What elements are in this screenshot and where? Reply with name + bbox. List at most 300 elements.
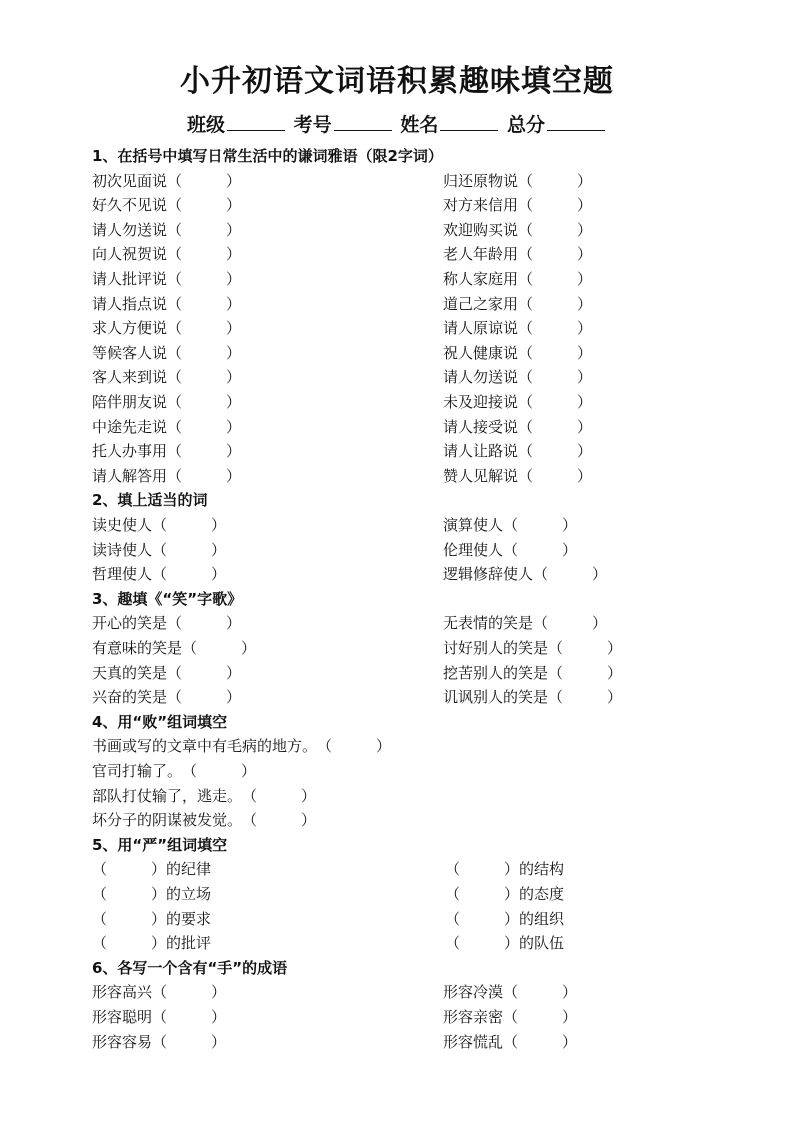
question-row <box>0 685 794 709</box>
paren-open: （ <box>242 811 258 830</box>
paren-close: ） <box>577 196 593 215</box>
prompt-text: 的态度 <box>519 885 565 903</box>
question-row <box>0 267 794 291</box>
paren-close: ） <box>151 909 167 928</box>
right-item <box>443 1030 577 1054</box>
paren-close: ） <box>226 319 242 338</box>
prompt-text: 形容冷漠 <box>443 983 504 1002</box>
left-item <box>92 562 226 586</box>
paren-close: ） <box>562 540 578 559</box>
question-row <box>0 341 794 365</box>
answer-paren[interactable] <box>518 193 592 217</box>
answer-paren[interactable] <box>518 464 592 488</box>
paren-close: ） <box>577 393 593 411</box>
answer-paren[interactable] <box>92 857 166 881</box>
answer-paren[interactable] <box>167 390 241 414</box>
answer-paren[interactable] <box>167 439 241 463</box>
prompt-text: 的立场 <box>166 885 212 903</box>
paren-open: （ <box>548 639 564 657</box>
question-row <box>0 931 794 955</box>
left-item <box>92 931 211 955</box>
paren-close: ） <box>577 245 593 264</box>
prompt-text: 的组织 <box>519 909 565 928</box>
answer-paren[interactable] <box>167 267 241 291</box>
paren-close: ） <box>226 393 242 411</box>
prompt-text: 陪伴朋友说 <box>92 393 168 411</box>
answer-paren[interactable] <box>152 980 226 1004</box>
prompt-text: 请人接受说 <box>443 417 519 436</box>
paren-close: ） <box>562 983 578 1002</box>
left-item <box>92 439 241 463</box>
paren-close: ） <box>226 466 242 485</box>
page-title: 小升初语文词语积累趣味填空题 <box>180 64 614 99</box>
answer-paren[interactable] <box>503 538 577 562</box>
right-item <box>443 415 592 439</box>
left-item <box>92 980 226 1004</box>
prompt-text: 请人让路说 <box>443 442 519 461</box>
paren-close: ） <box>376 737 392 756</box>
paren-close: ） <box>577 368 593 387</box>
left-item <box>92 1005 226 1029</box>
right-item <box>443 980 577 1004</box>
paren-open: （ <box>503 516 519 534</box>
paren-open: （ <box>518 294 534 313</box>
prompt-text: 好久不见说 <box>92 196 168 215</box>
field-exam-no-label: 考号 <box>293 114 332 136</box>
right-item <box>443 242 592 266</box>
right-item <box>443 439 592 463</box>
answer-paren[interactable] <box>167 242 241 266</box>
paren-open: （ <box>167 245 183 264</box>
paren-open: （ <box>92 909 108 928</box>
left-item <box>92 365 241 389</box>
paren-open: （ <box>445 909 461 928</box>
left-item <box>92 169 241 193</box>
right-item <box>443 562 607 586</box>
paren-open: （ <box>167 220 183 239</box>
prompt-text: 老人年龄用 <box>443 245 519 264</box>
right-item <box>443 292 592 316</box>
paren-close: ） <box>211 1032 227 1051</box>
prompt-text: 讨好别人的笑是 <box>443 639 549 657</box>
prompt-text: 官司打输了。 <box>92 762 183 780</box>
answer-paren[interactable] <box>242 784 316 808</box>
paren-open: （ <box>445 934 461 953</box>
prompt-text: 请人勿送说 <box>443 368 519 387</box>
paren-close: ） <box>211 516 227 534</box>
answer-paren[interactable] <box>548 636 622 660</box>
prompt-text: 欢迎购买说 <box>443 220 519 239</box>
paren-open: （ <box>503 1032 519 1051</box>
prompt-text: 形容容易 <box>92 1032 153 1051</box>
paren-open: （ <box>167 196 183 215</box>
left-item <box>92 636 256 660</box>
answer-paren[interactable] <box>503 1005 577 1029</box>
answer-paren[interactable] <box>503 980 577 1004</box>
answer-paren[interactable] <box>548 661 622 685</box>
answer-paren[interactable] <box>445 907 519 931</box>
question-row <box>0 857 794 881</box>
paren-open: （ <box>518 319 534 338</box>
answer-paren[interactable] <box>182 759 256 783</box>
left-item <box>92 882 211 906</box>
paren-open: （ <box>518 368 534 387</box>
section-heading: 2、填上适当的词 <box>92 491 208 510</box>
paren-close: ） <box>562 1032 578 1051</box>
question-row <box>0 661 794 685</box>
prompt-text: 兴奋的笑是 <box>92 688 168 707</box>
paren-close: ） <box>577 294 593 313</box>
answer-paren[interactable] <box>152 562 226 586</box>
paren-open: （ <box>167 663 183 682</box>
answer-paren[interactable] <box>518 439 592 463</box>
answer-paren[interactable] <box>518 341 592 365</box>
paren-close: ） <box>577 270 593 288</box>
prompt-text: 赞人见解说 <box>443 466 519 485</box>
paren-open: （ <box>503 1008 519 1026</box>
question-row <box>0 882 794 906</box>
left-item <box>92 341 241 365</box>
paren-close: ） <box>226 171 242 190</box>
right-item <box>443 365 592 389</box>
right-item <box>445 931 564 955</box>
fill-line <box>92 734 391 758</box>
answer-paren[interactable] <box>167 316 241 340</box>
prompt-text: 求人方便说 <box>92 319 168 338</box>
answer-paren[interactable] <box>167 661 241 685</box>
paren-open: （ <box>167 294 183 313</box>
answer-paren[interactable] <box>152 513 226 537</box>
paren-close: ） <box>226 196 242 215</box>
paren-open: （ <box>503 983 519 1002</box>
prompt-text: 的队伍 <box>519 934 565 953</box>
answer-paren[interactable] <box>167 611 241 635</box>
right-item <box>443 316 592 340</box>
prompt-text: 形容慌乱 <box>443 1032 504 1051</box>
left-item <box>92 857 211 881</box>
right-item <box>443 267 592 291</box>
answer-paren[interactable] <box>152 1005 226 1029</box>
paren-close: ） <box>211 1008 227 1026</box>
prompt-text: 读诗使人 <box>92 540 153 559</box>
paren-open: （ <box>167 270 183 288</box>
fill-line <box>92 784 316 808</box>
field-exam-no-blank[interactable] <box>334 112 392 131</box>
paren-close: ） <box>241 762 257 780</box>
prompt-text: 称人家庭用 <box>443 270 519 288</box>
paren-open: （ <box>167 343 183 362</box>
prompt-text: 有意味的笑是 <box>92 639 183 657</box>
question-row <box>0 611 794 635</box>
prompt-text: 讥讽别人的笑是 <box>443 688 549 707</box>
paren-open: （ <box>167 319 183 338</box>
left-item <box>92 661 241 685</box>
prompt-text: 无表情的笑是 <box>443 614 534 633</box>
answer-paren[interactable] <box>182 636 256 660</box>
paren-close: ） <box>504 909 520 928</box>
paren-open: （ <box>167 393 183 411</box>
left-item <box>92 218 241 242</box>
paren-open: （ <box>518 466 534 485</box>
answer-paren[interactable] <box>317 734 391 758</box>
prompt-text: 请人原谅说 <box>443 319 519 338</box>
question-row <box>0 415 794 439</box>
prompt-text: 归还原物说 <box>443 171 519 190</box>
answer-paren[interactable] <box>167 464 241 488</box>
prompt-text: 客人来到说 <box>92 368 168 387</box>
paren-open: （ <box>167 466 183 485</box>
left-item <box>92 390 241 414</box>
left-item <box>92 611 241 635</box>
left-item <box>92 193 241 217</box>
prompt-text: 向人祝贺说 <box>92 245 168 264</box>
right-item <box>443 169 592 193</box>
answer-paren[interactable] <box>445 931 519 955</box>
answer-paren[interactable] <box>518 169 592 193</box>
prompt-text: 祝人健康说 <box>443 343 519 362</box>
paren-open: （ <box>167 171 183 190</box>
prompt-text: 形容聪明 <box>92 1008 153 1026</box>
answer-paren[interactable] <box>445 882 519 906</box>
answer-paren[interactable] <box>548 685 622 709</box>
answer-paren[interactable] <box>518 292 592 316</box>
answer-paren[interactable] <box>533 611 607 635</box>
paren-close: ） <box>226 294 242 313</box>
right-item <box>445 882 564 906</box>
prompt-text: 的结构 <box>519 860 565 879</box>
right-item <box>443 513 577 537</box>
paren-open: （ <box>152 540 168 559</box>
paren-open: （ <box>518 442 534 461</box>
question-row <box>0 562 794 586</box>
prompt-text: 中途先走说 <box>92 417 168 436</box>
paren-open: （ <box>152 516 168 534</box>
prompt-text: 坏分子的阴谋被发觉。 <box>92 811 243 830</box>
answer-paren[interactable] <box>518 242 592 266</box>
right-item <box>443 390 592 414</box>
answer-paren[interactable] <box>503 513 577 537</box>
field-class-blank[interactable] <box>227 112 285 131</box>
paren-open: （ <box>167 368 183 387</box>
paren-close: ） <box>226 220 242 239</box>
paren-close: ） <box>607 688 623 707</box>
paren-open: （ <box>92 934 108 953</box>
section-heading: 4、用“败”组词填空 <box>92 712 228 731</box>
paren-open: （ <box>548 663 564 682</box>
section-heading: 3、趣填《“笑”字歌》 <box>92 589 243 608</box>
prompt-text: 逻辑修辞使人 <box>443 565 534 584</box>
paren-close: ） <box>592 614 608 633</box>
right-item <box>443 341 592 365</box>
prompt-text: 挖苦别人的笑是 <box>443 663 549 682</box>
left-item <box>92 415 241 439</box>
answer-paren[interactable] <box>518 365 592 389</box>
answer-paren[interactable] <box>533 562 607 586</box>
paren-close: ） <box>562 1008 578 1026</box>
paren-close: ） <box>226 688 242 707</box>
prompt-text: 请人指点说 <box>92 294 168 313</box>
paren-open: （ <box>548 688 564 707</box>
paren-close: ） <box>607 663 623 682</box>
answer-paren[interactable] <box>167 292 241 316</box>
paren-open: （ <box>503 540 519 559</box>
answer-paren[interactable] <box>518 316 592 340</box>
paren-open: （ <box>445 860 461 879</box>
prompt-text: 道己之家用 <box>443 294 519 313</box>
field-score-label: 总分 <box>506 114 545 136</box>
question-row <box>0 980 794 1004</box>
left-item <box>92 907 211 931</box>
question-row <box>0 242 794 266</box>
answer-paren[interactable] <box>167 169 241 193</box>
question-row <box>0 464 794 488</box>
paren-close: ） <box>226 442 242 461</box>
paren-open: （ <box>167 417 183 436</box>
prompt-text: 形容亲密 <box>443 1008 504 1026</box>
paren-close: ） <box>226 270 242 288</box>
prompt-text: 哲理使人 <box>92 565 153 584</box>
right-item <box>443 636 622 660</box>
paren-open: （ <box>518 270 534 288</box>
paren-close: ） <box>151 934 167 953</box>
right-item <box>443 685 622 709</box>
paren-close: ） <box>226 663 242 682</box>
answer-paren[interactable] <box>167 365 241 389</box>
paren-open: （ <box>518 343 534 362</box>
question-row <box>0 218 794 242</box>
paren-close: ） <box>301 811 317 830</box>
paren-close: ） <box>504 885 520 903</box>
paren-close: ） <box>577 220 593 239</box>
paren-open: （ <box>518 196 534 215</box>
answer-paren[interactable] <box>503 1030 577 1054</box>
paren-close: ） <box>577 417 593 436</box>
paren-close: ） <box>211 540 227 559</box>
paren-close: ） <box>151 860 167 879</box>
paren-close: ） <box>301 786 317 805</box>
question-row <box>0 1005 794 1029</box>
answer-paren[interactable] <box>518 390 592 414</box>
paren-close: ） <box>226 417 242 436</box>
paren-open: （ <box>152 565 168 584</box>
paren-close: ） <box>577 343 593 362</box>
field-name-label: 姓名 <box>400 114 439 136</box>
answer-paren[interactable] <box>167 218 241 242</box>
prompt-text: 请人解答用 <box>92 466 168 485</box>
prompt-text: 请人勿送说 <box>92 220 168 239</box>
paren-open: （ <box>167 688 183 707</box>
paren-open: （ <box>533 614 549 633</box>
paren-close: ） <box>577 319 593 338</box>
prompt-text: 托人办事用 <box>92 442 168 461</box>
section-heading: 1、在括号中填写日常生活中的谦词雅语（限2字词） <box>92 147 443 165</box>
left-item <box>92 685 241 709</box>
right-item <box>443 1005 577 1029</box>
question-row <box>0 365 794 389</box>
left-item <box>92 513 226 537</box>
right-item <box>443 611 607 635</box>
prompt-text: 天真的笑是 <box>92 663 168 682</box>
paren-open: （ <box>152 1008 168 1026</box>
prompt-text: 部队打仗输了，逃走。 <box>92 786 243 805</box>
prompt-text: 等候客人说 <box>92 343 168 362</box>
prompt-text: 请人批评说 <box>92 270 168 288</box>
paren-open: （ <box>182 639 198 657</box>
field-score-blank[interactable] <box>547 112 605 131</box>
fill-line <box>92 808 316 832</box>
question-row <box>0 169 794 193</box>
paren-close: ） <box>151 885 167 903</box>
left-item <box>92 292 241 316</box>
paren-close: ） <box>226 343 242 362</box>
paren-close: ） <box>504 860 520 879</box>
prompt-text: 的批评 <box>166 934 212 953</box>
prompt-text: 开心的笑是 <box>92 614 168 633</box>
question-row <box>0 390 794 414</box>
paren-open: （ <box>518 245 534 264</box>
answer-paren[interactable] <box>167 341 241 365</box>
right-item <box>443 538 577 562</box>
answer-paren[interactable] <box>92 907 166 931</box>
answer-paren[interactable] <box>167 193 241 217</box>
answer-paren[interactable] <box>92 931 166 955</box>
paren-close: ） <box>577 466 593 485</box>
answer-paren[interactable] <box>242 808 316 832</box>
question-row <box>0 636 794 660</box>
question-row <box>0 439 794 463</box>
answer-paren[interactable] <box>518 218 592 242</box>
answer-paren[interactable] <box>518 267 592 291</box>
fill-line <box>92 759 256 783</box>
prompt-text: 初次见面说 <box>92 171 168 190</box>
paren-close: ） <box>607 639 623 657</box>
answer-paren[interactable] <box>518 415 592 439</box>
paren-open: （ <box>518 220 534 239</box>
paren-open: （ <box>152 983 168 1002</box>
question-row <box>0 538 794 562</box>
left-item <box>92 242 241 266</box>
question-row <box>0 292 794 316</box>
prompt-text: 伦理使人 <box>443 540 504 559</box>
left-item <box>92 1030 226 1054</box>
paren-open: （ <box>317 737 333 756</box>
question-row <box>0 1030 794 1054</box>
answer-paren[interactable] <box>92 882 166 906</box>
question-row <box>0 316 794 340</box>
question-row <box>0 513 794 537</box>
paren-open: （ <box>152 1032 168 1051</box>
left-item <box>92 267 241 291</box>
paren-open: （ <box>92 885 108 903</box>
paren-open: （ <box>533 565 549 584</box>
paren-open: （ <box>242 786 258 805</box>
paren-close: ） <box>226 368 242 387</box>
right-item <box>443 193 592 217</box>
answer-paren[interactable] <box>152 538 226 562</box>
paren-open: （ <box>518 417 534 436</box>
right-item <box>443 661 622 685</box>
answer-paren[interactable] <box>152 1030 226 1054</box>
paren-close: ） <box>226 245 242 264</box>
field-name-blank[interactable] <box>440 112 498 131</box>
question-row <box>0 193 794 217</box>
section-heading: 6、各写一个含有“手”的成语 <box>92 958 288 977</box>
answer-paren[interactable] <box>167 415 241 439</box>
answer-paren[interactable] <box>445 857 519 881</box>
header-fields <box>0 110 794 140</box>
answer-paren[interactable] <box>167 685 241 709</box>
paren-open: （ <box>92 860 108 879</box>
